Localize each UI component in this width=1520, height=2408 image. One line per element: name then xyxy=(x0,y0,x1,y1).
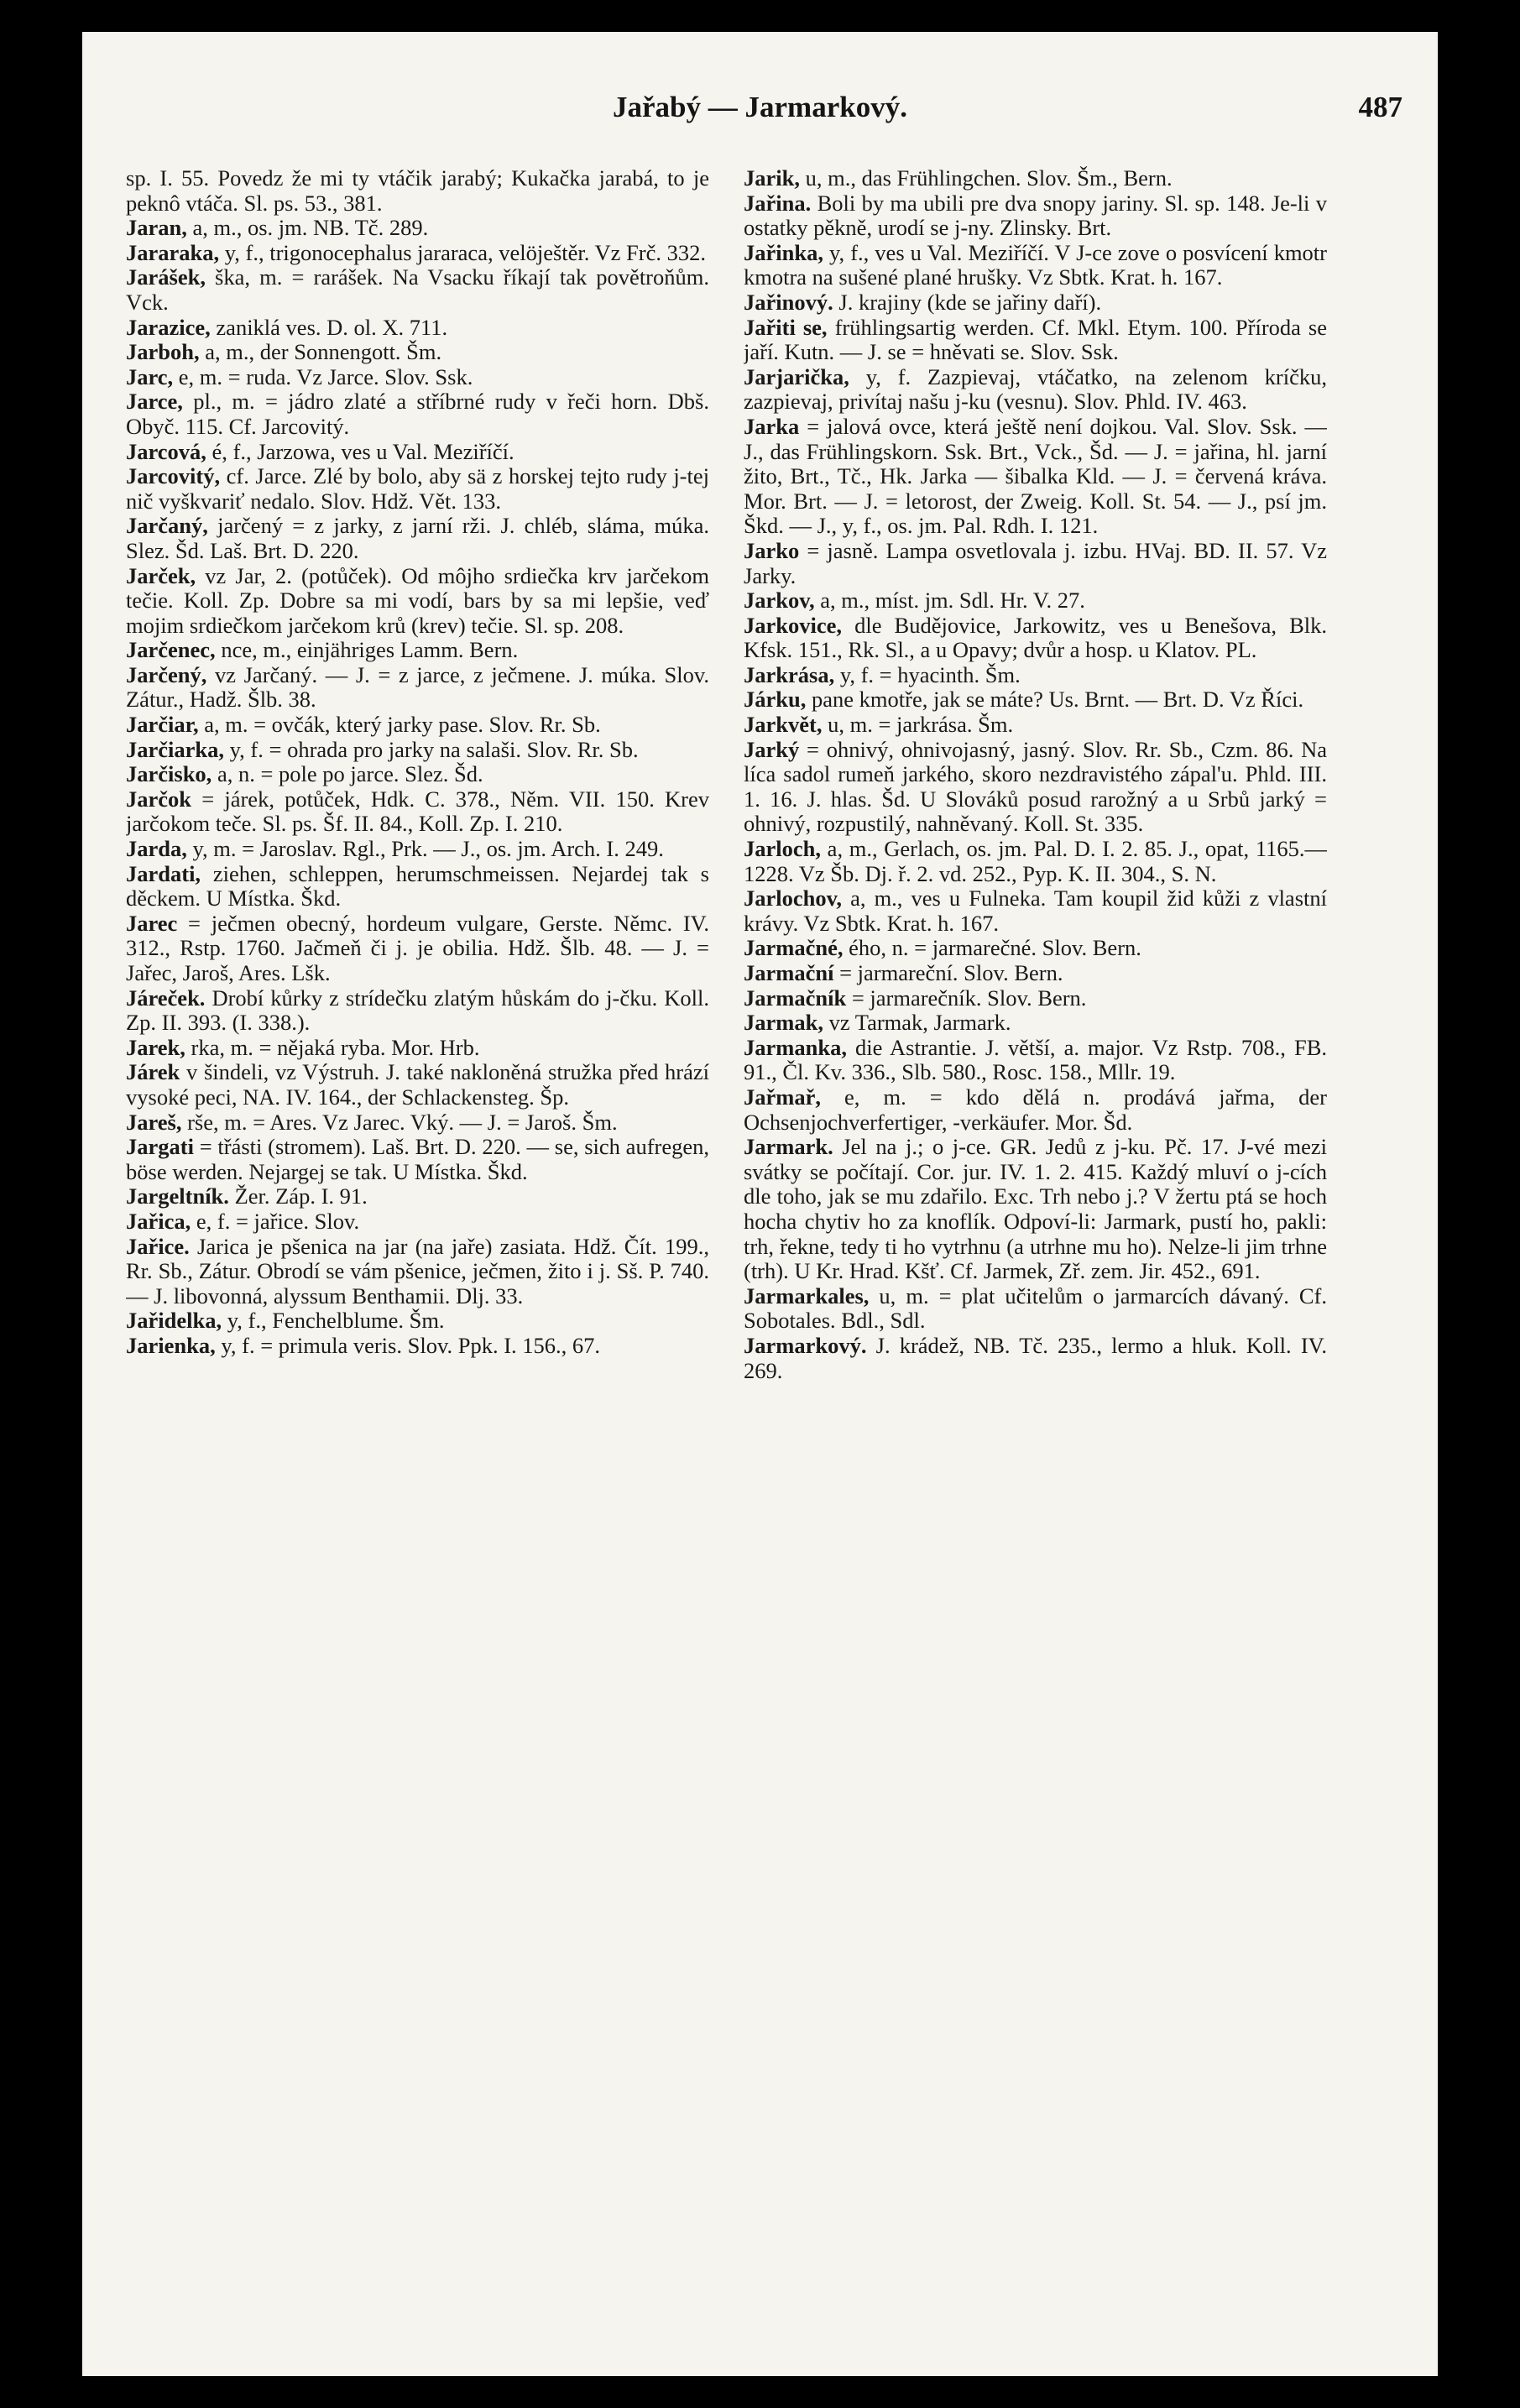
dictionary-entry xyxy=(744,837,1327,886)
dictionary-entry xyxy=(126,1334,709,1359)
entry-text: Žer. Záp. I. 91. xyxy=(228,1183,368,1209)
running-head: Jařabý — Jarmarkový. xyxy=(613,91,907,123)
dictionary-entry xyxy=(744,191,1327,241)
entry-headword: Jarčený, xyxy=(126,661,207,687)
entry-text: rka, m. = nějaká ryba. Mor. Hrb. xyxy=(185,1034,480,1060)
entry-text: e, m. = ruda. Vz Jarce. Slov. Ssk. xyxy=(173,363,473,389)
dictionary-entry xyxy=(126,514,709,563)
entry-text: = ohnivý, ohnivojasný, jasný. Slov. Rr. Sb., Czm. 86. Na líca sadol rumeň jarkého, skoro nezdravistého zápal'u. Phld. III. 1. 16. J. hlas. Šd. U Slováků posud rarožný a u Srbů jarký = ohnivý, rozpustilý, nahněvaný. Koll. St. 335. xyxy=(744,736,1327,837)
dictionary-entry xyxy=(744,241,1327,290)
dictionary-entry xyxy=(744,166,1327,191)
entry-headword: Jarmak, xyxy=(744,1010,823,1036)
entry-text: u, m. = plat učitelům o jarmarcích dávaný. Cf. Sobotales. Bdl., Sdl. xyxy=(744,1282,1327,1334)
entry-text: die Astrantie. J. větší, a. major. Vz Rstp. 708., FB. 91., Čl. Kv. 336., Slb. 580., Rosc. 158., Mllr. 19. xyxy=(744,1034,1327,1085)
entry-headword: Jararaka, xyxy=(126,239,220,265)
entry-text: sp. I. 55. Povedz že mi ty vtáčik jarabý; Kukačka jarabá, to je peknô vtáča. Sl. ps. 53., 381. xyxy=(126,166,709,216)
entry-headword: Jarčaný, xyxy=(126,513,208,539)
dictionary-entry xyxy=(126,241,709,266)
entry-headword: Járku, xyxy=(744,687,807,713)
entry-text: y, f., ves u Val. Meziříčí. V J-ce zove o posvícení kmotr kmotra na sušené plané hrušky. Vz Sbtk. Krat. h. 167. xyxy=(744,239,1327,290)
dictionary-entry xyxy=(744,738,1327,837)
dictionary-entry xyxy=(744,713,1327,738)
entry-text: y, f. Zazpievaj, vtáčatko, na zelenom kríčku, zazpievaj, privítaj našu j-ku (vesnu). Slov. Phld. IV. 463. xyxy=(744,363,1327,415)
dictionary-entry xyxy=(126,762,709,787)
entry-text: y, f., Fenchelblume. Šm. xyxy=(222,1308,445,1334)
dictionary-entry xyxy=(126,986,709,1036)
entry-headword: Jarec xyxy=(126,910,178,936)
dictionary-entry xyxy=(126,365,709,390)
entry-headword: Jarčisko, xyxy=(126,761,212,787)
dictionary-entry xyxy=(126,1308,709,1334)
entry-text: = járek, potůček, Hdk. C. 378., Něm. VII. 150. Krev jarčokom teče. Sl. ps. Šf. II. 84., Koll. Zp. I. 210. xyxy=(126,786,709,837)
entry-headword: Jarc, xyxy=(126,363,174,389)
entry-headword: Jarček, xyxy=(126,562,196,588)
dictionary-entry xyxy=(126,1184,709,1209)
entry-text: Drobí kůrky z strídečku zlatým hůskám do j-čku. Koll. Zp. II. 393. (I. 338.). xyxy=(126,985,709,1036)
dictionary-entry xyxy=(744,986,1327,1011)
dictionary-entry xyxy=(126,340,709,365)
entry-text: Jel na j.; o j-ce. GR. Jedů z j-ku. Pč. 17. J-vé mezi svátky se počítají. Cor. jur. IV. 1. 2. 415. Každý mluví o j-cích dle toho, jak se mu zdařilo. Exc. Trh nebo j.? V žertu ptá se hoch hocha chytiv ho za knoflík. Odpoví-li: Jarmark, pustí ho, pakli: trh, řekne, tedy ti ho vytrhnu (a utrhne mu ho). Nelze-li jim trhne (trh). U Kr. Hrad. Kšť. Cf. Jarmek, Zř. zem. Jir. 452., 691. xyxy=(744,1134,1327,1284)
dictionary-entry xyxy=(126,713,709,738)
dictionary-entry xyxy=(126,1060,709,1110)
entry-headword: Jarboh, xyxy=(126,339,200,365)
dictionary-entry xyxy=(744,936,1327,961)
entry-headword: Jařinka, xyxy=(744,239,823,265)
dictionary-entry xyxy=(126,787,709,837)
dictionary-entry xyxy=(126,316,709,341)
dictionary-entry xyxy=(126,166,709,216)
dictionary-entry xyxy=(126,1110,709,1136)
entry-headword: Jarký xyxy=(744,736,800,762)
entry-headword: Jargeltník. xyxy=(126,1183,229,1209)
entry-headword: Jařinový. xyxy=(744,289,833,315)
dictionary-entry xyxy=(744,1036,1327,1085)
right-column xyxy=(744,166,1327,2348)
dictionary-entry xyxy=(744,687,1327,713)
entry-headword: Jarcovitý, xyxy=(126,463,221,489)
entry-headword: Jarlochov, xyxy=(744,885,843,911)
entry-headword: Jarčenec, xyxy=(126,637,216,663)
dictionary-entry xyxy=(744,316,1327,365)
entry-headword: Jarda, xyxy=(126,836,187,862)
dictionary-entry xyxy=(744,588,1327,614)
entry-text: vz Jar, 2. (potůček). Od môjho srdiečka krv jarčekom tečie. Koll. Zp. Dobre sa mi vodí, bars by sa mi lepšie, veď mojim srdiečkom jarčekom krů (krev) tečie. Sl. sp. 208. xyxy=(126,562,709,638)
entry-headword: Jarčiar, xyxy=(126,712,199,738)
entry-headword: Jarek, xyxy=(126,1034,185,1060)
entry-text: frühlingsartig werden. Cf. Mkl. Etym. 100. Příroda se jaří. Kutn. — J. se = hněvati se. Slov. Ssk. xyxy=(744,314,1327,365)
entry-headword: Jarloch, xyxy=(744,836,821,862)
dictionary-entry xyxy=(744,961,1327,986)
entry-text: u, m., das Frühlingchen. Slov. Šm., Bern. xyxy=(800,166,1173,191)
entry-text: a, m. = ovčák, který jarky pase. Slov. Rr. Sb. xyxy=(198,712,601,738)
dictionary-entry xyxy=(744,663,1327,688)
dictionary-entry xyxy=(126,464,709,514)
dictionary-entry xyxy=(744,1284,1327,1334)
entry-headword: Jarmačník xyxy=(744,985,847,1011)
dictionary-entry xyxy=(126,837,709,862)
entry-headword: Jarkvět, xyxy=(744,712,823,738)
dictionary-entry xyxy=(126,564,709,639)
entry-headword: Jaran, xyxy=(126,215,187,241)
entry-headword: Jarmační xyxy=(744,960,834,985)
entry-text: vz Jarčaný. — J. = z jarce, z ječmene. J. múka. Slov. Zátur., Hadž. Šlb. 38. xyxy=(126,661,709,713)
dictionary-entry xyxy=(744,614,1327,663)
entry-text: y, f. = primula veris. Slov. Ppk. I. 156., 67. xyxy=(215,1332,601,1358)
entry-text: = ječmen obecný, hordeum vulgare, Gerste. Němc. IV. 312., Rstp. 1760. Jačmeň či j. je obilia. Hdž. Šlb. 48. — J. = Jařec, Jaroš, Ares. Lšk. xyxy=(126,910,709,985)
entry-headword: Jarce, xyxy=(126,389,183,415)
entry-headword: Jarkrása, xyxy=(744,661,835,687)
entry-text: = jasně. Lampa osvetlovala j. izbu. HVaj. BD. II. 57. Vz Jarky. xyxy=(744,537,1327,588)
entry-headword: Jargati xyxy=(126,1134,194,1160)
dictionary-entry xyxy=(744,1085,1327,1135)
entry-headword: Jarkovice, xyxy=(744,612,843,638)
entry-headword: Jarmačné, xyxy=(744,935,844,961)
entry-headword: Jarjarička, xyxy=(744,363,849,389)
entry-text: y, f. = hyacinth. Šm. xyxy=(834,661,1021,687)
entry-headword: Jarčok xyxy=(126,786,192,812)
entry-text: a, m., Gerlach, os. jm. Pal. D. I. 2. 85. J., opat, 1165.—1228. Vz Šb. Dj. ř. 2. vd. 252., Pyp. K. II. 304., S. N. xyxy=(744,836,1327,886)
dictionary-entry xyxy=(126,265,709,315)
dictionary-entry xyxy=(126,911,709,986)
entry-headword: Jařice. xyxy=(126,1233,190,1259)
dictionary-entry xyxy=(126,1209,709,1235)
entry-text: = jalová ovce, která ještě není dojkou. Val. Slov. Ssk. — J., das Frühlingskorn. Ssk. Brt., Vck., Šd. — J. = jařina, hl. jarní žito, Brt., Tč., Hk. Jarka — šibalka Kld. — J. = červená kráva. Mor. Brt. — J. = letorost, der Zweig. Koll. St. 54. — J., psí jm. Škd. — J., y, f., os. jm. Pal. Rdh. I. 121. xyxy=(744,413,1327,539)
dictionary-entry xyxy=(126,663,709,713)
entry-headword: Jařidelka, xyxy=(126,1308,222,1334)
entry-headword: Jarmarkový. xyxy=(744,1332,867,1358)
page-number: 487 xyxy=(1358,91,1402,123)
entry-text: Boli by ma ubili pre dva snopy jariny. Sl. sp. 148. Je-li v ostatky pěkně, urodí se j-ny. Zlinsky. Brt. xyxy=(744,190,1327,241)
entry-headword: Jarka xyxy=(744,413,800,439)
dictionary-entry xyxy=(744,1334,1327,1383)
entry-headword: Jardati, xyxy=(126,860,201,886)
entry-headword: Jarmanka, xyxy=(744,1034,847,1060)
entry-headword: Jarcová, xyxy=(126,438,206,464)
entry-text: a, m., ves u Fulneka. Tam koupil žid kůži z vlastní krávy. Vz Sbtk. Krat. h. 167. xyxy=(744,885,1327,936)
entry-text: nce, m., einjähriges Lamm. Bern. xyxy=(215,637,519,663)
entry-text: é, f., Jarzowa, ves u Val. Meziříčí. xyxy=(206,438,515,464)
entry-text: = třásti (stromem). Laš. Brt. D. 220. — se, sich aufregen, böse werden. Nejargej se tak. U Místka. Škd. xyxy=(126,1134,709,1184)
entry-headword: Jarkov, xyxy=(744,588,815,614)
entry-text: rše, m. = Ares. Vz Jarec. Vký. — J. = Jaroš. Šm. xyxy=(181,1109,618,1135)
entry-text: ziehen, schleppen, herumschmeissen. Nejardej tak s děckem. U Místka. Škd. xyxy=(126,860,709,911)
entry-headword: Járeček. xyxy=(126,985,206,1011)
entry-text: y, f., trigonocephalus jararaca, velöještěr. Vz Frč. 332. xyxy=(219,239,706,265)
dictionary-page xyxy=(82,32,1438,2376)
entry-text: dle Budějovice, Jarkowitz, ves u Benešova, Blk. Kfsk. 151., Rk. Sl., a u Opavy; dvůr a hosp. u Klatov. PL. xyxy=(744,612,1327,663)
entry-headword: Jarienka, xyxy=(126,1332,216,1358)
entry-text: Jarica je pšenica na jar (na jaře) zasiata. Hdž. Čít. 199., Rr. Sb., Zátur. Obrodí se vám pšenice, ječmen, žito i j. Sš. P. 740. — J. libovonná, alyssum Benthamii. Dlj. 33. xyxy=(126,1233,709,1308)
entry-headword: Jarko xyxy=(744,537,800,563)
entry-headword: Jařmař, xyxy=(744,1084,821,1110)
entry-text: y, m. = Jaroslav. Rgl., Prk. — J., os. jm. Arch. I. 249. xyxy=(186,836,664,862)
dictionary-entry xyxy=(126,1036,709,1061)
entry-headword: Jařina. xyxy=(744,190,812,216)
entry-headword: Jarášek, xyxy=(126,264,206,290)
entry-text: J. krádež, NB. Tč. 235., lermo a hluk. Koll. IV. 269. xyxy=(744,1332,1327,1383)
dictionary-entry xyxy=(126,738,709,763)
entry-text: a, m., os. jm. NB. Tč. 289. xyxy=(186,215,429,241)
entry-text: y, f. = ohrada pro jarky na salaši. Slov. Rr. Sb. xyxy=(224,736,639,762)
page-header xyxy=(82,91,1438,141)
dictionary-entry xyxy=(126,440,709,465)
entry-headword: Jařiti se, xyxy=(744,314,828,340)
entry-text: ška, m. = rarášek. Na Vsacku říkají tak povětroňům. Vck. xyxy=(126,264,709,315)
entry-headword: Jařica, xyxy=(126,1208,191,1234)
entry-headword: Jarmarkales, xyxy=(744,1282,870,1308)
entry-headword: Jarmark. xyxy=(744,1134,833,1160)
dictionary-entry xyxy=(744,365,1327,415)
entry-text: J. krajiny (kde se jařiny daří). xyxy=(833,289,1102,315)
entry-headword: Jarčiarka, xyxy=(126,736,225,762)
entry-text: = jarmareční. Slov. Bern. xyxy=(833,960,1063,985)
dictionary-entry xyxy=(744,1011,1327,1036)
dictionary-entry xyxy=(744,415,1327,539)
dictionary-entry xyxy=(744,886,1327,936)
entry-text: pane kmotře, jak se máte? Us. Brnt. — Brt. D. Vz Říci. xyxy=(806,687,1304,713)
entry-text: vz Tarmak, Jarmark. xyxy=(823,1010,1011,1036)
entry-headword: Járek xyxy=(126,1059,180,1085)
entry-text: cf. Jarce. Zlé by bolo, aby sä z horskej tejto rudy j-tej nič vyškvariť nedalo. Slov. Hdž. Vět. 133. xyxy=(126,463,709,514)
entry-headword: Jarazice, xyxy=(126,314,211,340)
entry-text: a, m., míst. jm. Sdl. Hr. V. 27. xyxy=(814,588,1085,614)
entry-text: e, m. = kdo dělá n. prodává jařma, der Ochsenjochverfertiger, -verkäufer. Mor. Šd. xyxy=(744,1084,1327,1135)
dictionary-entry xyxy=(744,290,1327,316)
entry-text: u, m. = jarkrása. Šm. xyxy=(822,712,1014,738)
dictionary-entry xyxy=(126,862,709,911)
dictionary-entry xyxy=(126,1135,709,1184)
entry-text: ého, n. = jarmarečné. Slov. Bern. xyxy=(843,935,1141,961)
dictionary-entry xyxy=(126,1235,709,1309)
dictionary-entry xyxy=(744,539,1327,588)
entry-text: v šindeli, vz Výstruh. J. také nakloněná stružka před hrází vysoké peci, NA. IV. 164., der Schlackensteg. Šp. xyxy=(126,1059,709,1110)
entry-text: a, n. = pole po jarce. Slez. Šd. xyxy=(212,761,483,787)
left-column xyxy=(126,166,709,2348)
entry-text: zaniklá ves. D. ol. X. 711. xyxy=(210,314,448,340)
dictionary-entry xyxy=(126,389,709,439)
dictionary-entry xyxy=(744,1135,1327,1284)
dictionary-entry xyxy=(126,638,709,663)
entry-text: = jarmarečník. Slov. Bern. xyxy=(846,985,1087,1011)
entry-text: pl., m. = jádro zlaté a stříbrné rudy v řeči horn. Dbš. Obyč. 115. Cf. Jarcovitý. xyxy=(126,389,709,439)
entry-headword: Jareš, xyxy=(126,1109,182,1135)
entry-text: e, f. = jařice. Slov. xyxy=(191,1208,360,1234)
dictionary-entry xyxy=(126,216,709,241)
entry-text: a, m., der Sonnengott. Šm. xyxy=(199,339,442,365)
entry-headword: Jarik, xyxy=(744,166,800,191)
entry-text: jarčený = z jarky, z jarní rži. J. chléb, sláma, múka. Slez. Šd. Laš. Brt. D. 220. xyxy=(126,513,709,563)
